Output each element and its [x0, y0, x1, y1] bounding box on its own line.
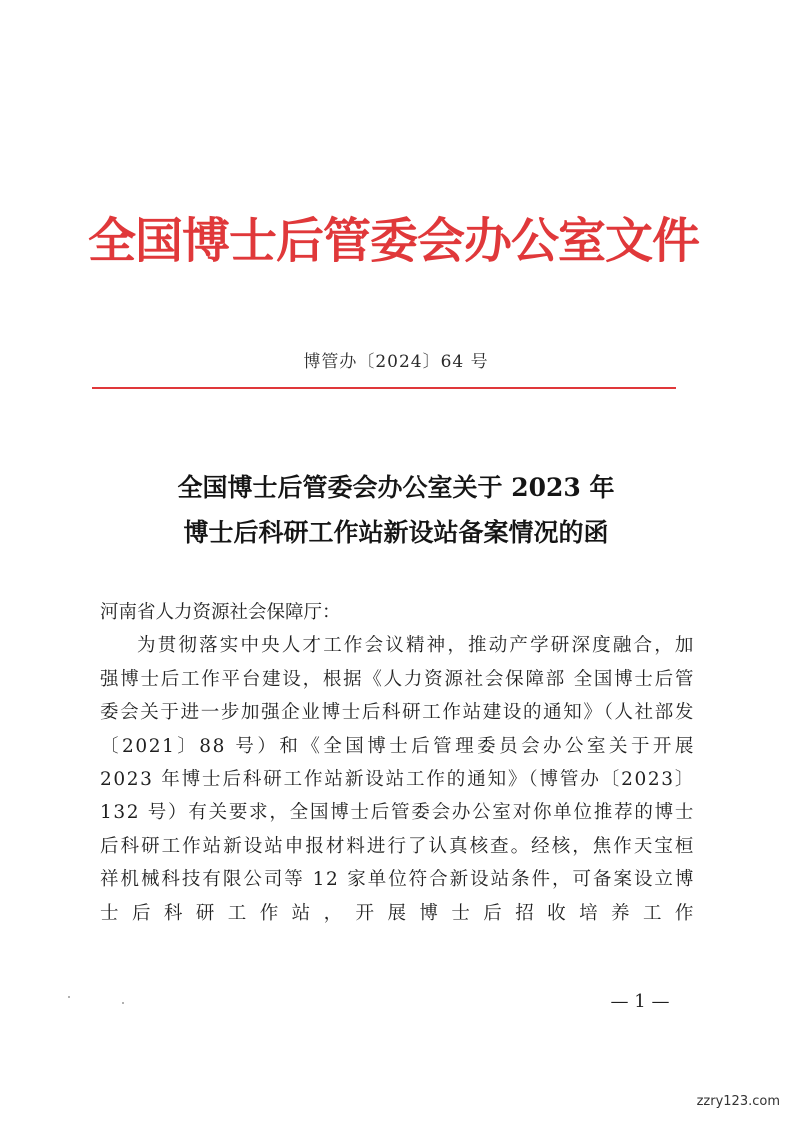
letter-title-line-2: 博士后科研工作站新设站备案情况的函	[183, 518, 609, 547]
issuer-header: 全国博士后管委会办公室文件	[88, 213, 700, 269]
recipient-salutation: 河南省人力资源社会保障厅：	[100, 602, 341, 623]
body-paragraph: 为贯彻落实中央人才工作会议精神，推动产学研深度融合，加强博士后工作平台建设，根据《人力资源社会保障部 全国博士后管委会关于进一步加强企业博士后科研工作站建设的通知》（人社部发〔2021〕88 号）和《全国博士后管理委员会办公室关于开展 2023 年博士后科研工作站新设站工作的通知》（博管办〔2023〕132 号）有关要求，全国博士后管委会办公室对你单位推荐的博士后科研工作站新设站申报材料进行了认真核查。经核，焦作天宝桓祥机械科技有限公司等 12 家单位符合新设站条件，可备案设立博士后科研工作站，开展博士后招收培养工作	[100, 635, 695, 924]
document-number: 博管办〔2024〕64 号	[303, 352, 489, 372]
letter-body	[100, 596, 695, 930]
scan-speck	[68, 996, 70, 998]
scan-speck	[122, 1002, 124, 1004]
letter-title	[0, 465, 792, 555]
site-watermark: zzry123.com	[691, 1090, 786, 1114]
page-number: — 1 —	[610, 991, 670, 1012]
letter-title-line-1: 全国博士后管委会办公室关于 2023 年	[177, 473, 615, 502]
red-divider-line	[92, 387, 676, 389]
